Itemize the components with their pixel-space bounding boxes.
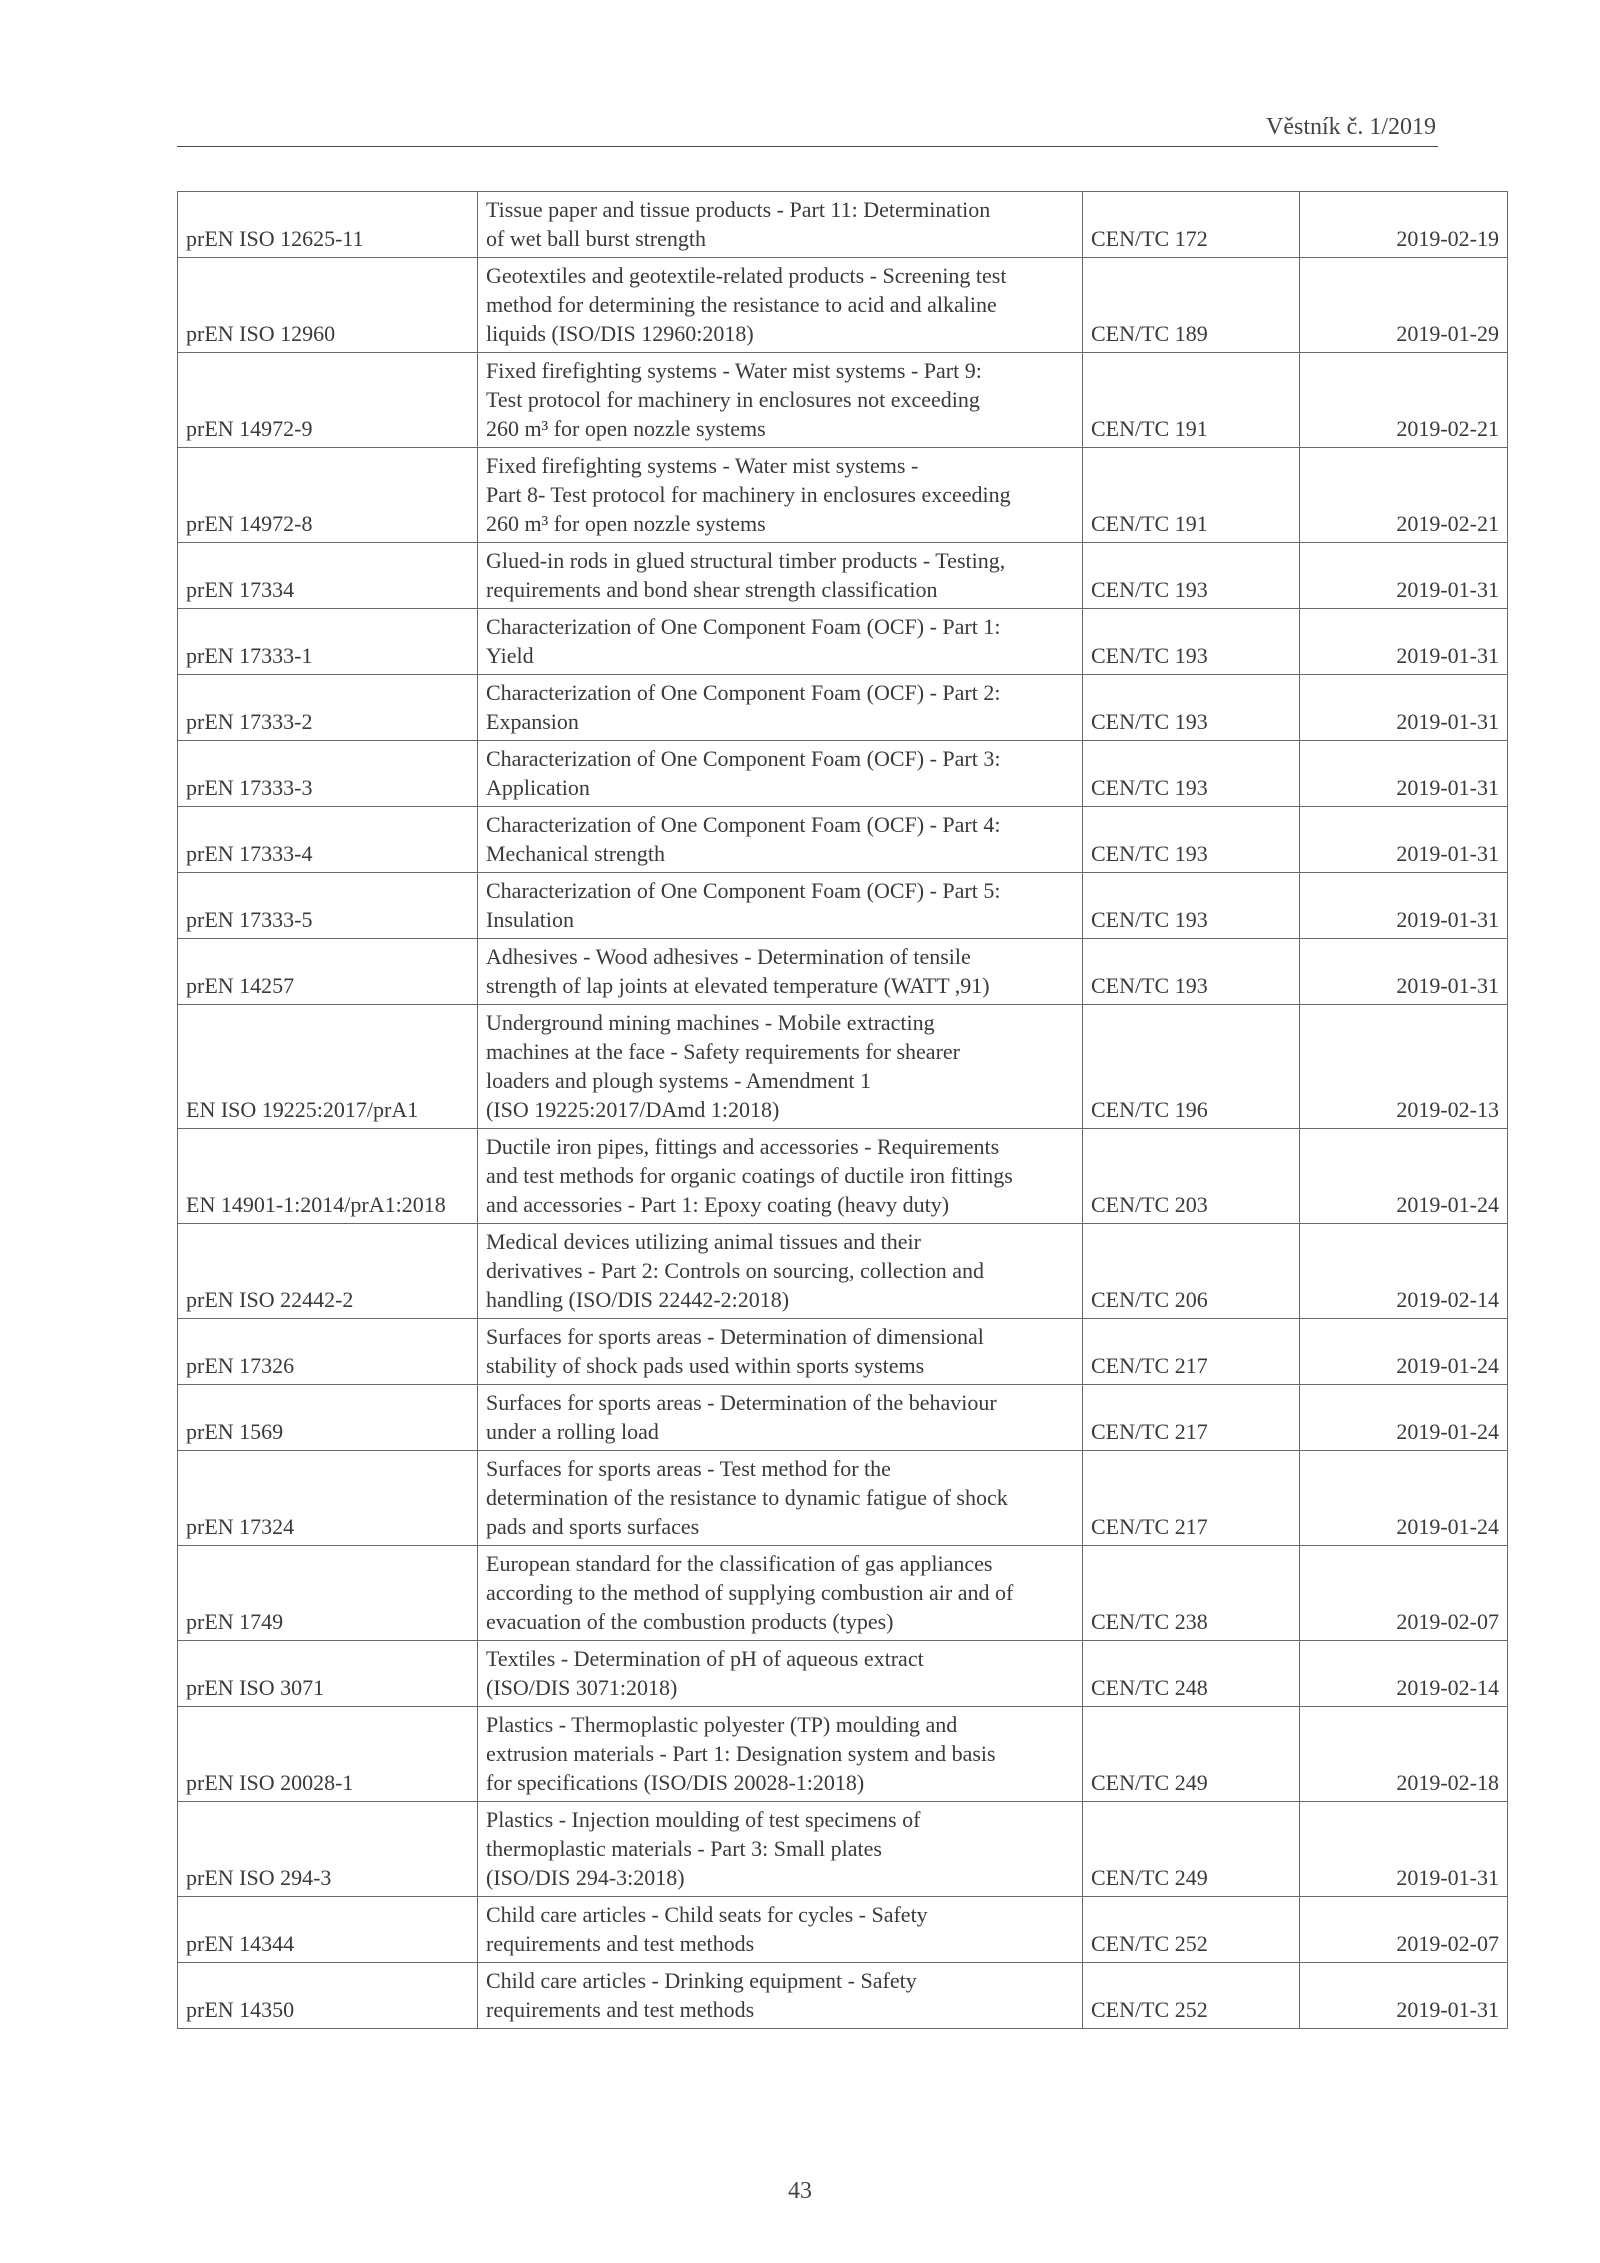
standard-title [478, 448, 1083, 543]
standard-code: prEN ISO 12625-11 [178, 192, 478, 258]
standard-title-line: Geotextiles and geotextile-related products - Screening test [486, 263, 1007, 288]
deadline-date: 2019-01-31 [1300, 609, 1508, 675]
standard-title [478, 1224, 1083, 1319]
deadline-date: 2019-02-14 [1300, 1224, 1508, 1319]
standard-code: prEN 17324 [178, 1451, 478, 1546]
technical-committee: CEN/TC 249 [1083, 1802, 1300, 1897]
standard-title-line: Tissue paper and tissue products - Part 11: Determination [486, 197, 991, 222]
page-number: 43 [788, 2178, 812, 2204]
technical-committee: CEN/TC 193 [1083, 543, 1300, 609]
standard-title [478, 1129, 1083, 1224]
standard-title-line: Characterization of One Component Foam (OCF) - Part 4: [486, 812, 1001, 837]
table-row [178, 807, 1508, 873]
technical-committee: CEN/TC 196 [1083, 1005, 1300, 1129]
deadline-date: 2019-01-31 [1300, 675, 1508, 741]
technical-committee: CEN/TC 217 [1083, 1451, 1300, 1546]
table-row [178, 1129, 1508, 1224]
standard-title-line: Medical devices utilizing animal tissues and their [486, 1229, 921, 1254]
standard-title-line: determination of the resistance to dynamic fatigue of shock [486, 1485, 1008, 1510]
table-row [178, 1897, 1508, 1963]
standard-title-line: Ductile iron pipes, fittings and accessories - Requirements [486, 1134, 1000, 1159]
table-row [178, 873, 1508, 939]
table-row [178, 939, 1508, 1005]
deadline-date: 2019-02-14 [1300, 1641, 1508, 1707]
standard-title-line: handling (ISO/DIS 22442-2:2018) [486, 1287, 790, 1312]
standard-code: prEN 17333-2 [178, 675, 478, 741]
technical-committee: CEN/TC 193 [1083, 873, 1300, 939]
standard-title-line: extrusion materials - Part 1: Designation system and basis [486, 1741, 996, 1766]
standard-title-line: Underground mining machines - Mobile extracting [486, 1010, 935, 1035]
standard-code: prEN 14350 [178, 1963, 478, 2029]
standard-title-line: Child care articles - Child seats for cycles - Safety [486, 1902, 928, 1927]
standard-title [478, 939, 1083, 1005]
technical-committee: CEN/TC 217 [1083, 1319, 1300, 1385]
standard-title [478, 741, 1083, 807]
table-row [178, 1641, 1508, 1707]
technical-committee: CEN/TC 203 [1083, 1129, 1300, 1224]
deadline-date: 2019-02-18 [1300, 1707, 1508, 1802]
standard-title-line: 260 m³ for open nozzle systems [486, 416, 766, 441]
standard-title-line: Characterization of One Component Foam (OCF) - Part 5: [486, 878, 1001, 903]
standard-title-line: and accessories - Part 1: Epoxy coating (heavy duty) [486, 1192, 950, 1217]
standard-title [478, 873, 1083, 939]
standard-title-line: liquids (ISO/DIS 12960:2018) [486, 321, 754, 346]
standard-title-line: stability of shock pads used within sports systems [486, 1353, 925, 1378]
standard-code: prEN 14972-9 [178, 353, 478, 448]
technical-committee: CEN/TC 191 [1083, 353, 1300, 448]
technical-committee: CEN/TC 252 [1083, 1897, 1300, 1963]
standard-title-line: Insulation [486, 907, 574, 932]
standard-code: prEN ISO 12960 [178, 258, 478, 353]
standard-title-line: Surfaces for sports areas - Determination of the behaviour [486, 1390, 997, 1415]
deadline-date: 2019-01-31 [1300, 1802, 1508, 1897]
technical-committee: CEN/TC 249 [1083, 1707, 1300, 1802]
standard-title-line: Part 8- Test protocol for machinery in enclosures exceeding [486, 482, 1011, 507]
standard-title-line: Textiles - Determination of pH of aqueous extract [486, 1646, 924, 1671]
technical-committee: CEN/TC 193 [1083, 675, 1300, 741]
standard-code: prEN 14257 [178, 939, 478, 1005]
standard-title [478, 1641, 1083, 1707]
table-row [178, 1005, 1508, 1129]
standard-code: prEN ISO 20028-1 [178, 1707, 478, 1802]
technical-committee: CEN/TC 193 [1083, 741, 1300, 807]
table-row [178, 675, 1508, 741]
table-row [178, 1802, 1508, 1897]
standard-title [478, 1963, 1083, 2029]
standard-title-line: Characterization of One Component Foam (OCF) - Part 2: [486, 680, 1001, 705]
standard-title-line: Plastics - Injection moulding of test specimens of [486, 1807, 921, 1832]
deadline-date: 2019-01-24 [1300, 1385, 1508, 1451]
deadline-date: 2019-01-31 [1300, 741, 1508, 807]
standard-title-line: 260 m³ for open nozzle systems [486, 511, 766, 536]
standard-title [478, 1802, 1083, 1897]
page-header [177, 108, 1438, 147]
standard-title-line: Surfaces for sports areas - Determination of dimensional [486, 1324, 984, 1349]
standard-code: prEN ISO 22442-2 [178, 1224, 478, 1319]
standards-table [177, 191, 1508, 2029]
standard-code: prEN ISO 3071 [178, 1641, 478, 1707]
standard-title-line: Fixed firefighting systems - Water mist systems - [486, 453, 919, 478]
deadline-date: 2019-02-13 [1300, 1005, 1508, 1129]
table-row [178, 741, 1508, 807]
standard-title-line: Expansion [486, 709, 579, 734]
standard-title-line: European standard for the classification of gas appliances [486, 1551, 993, 1576]
standard-title-line: Test protocol for machinery in enclosures not exceeding [486, 387, 980, 412]
standard-code: EN 14901-1:2014/prA1:2018 [178, 1129, 478, 1224]
standard-title-line: Fixed firefighting systems - Water mist systems - Part 9: [486, 358, 982, 383]
standard-title-line: machines at the face - Safety requirements for shearer [486, 1039, 960, 1064]
technical-committee: CEN/TC 248 [1083, 1641, 1300, 1707]
table-row [178, 1319, 1508, 1385]
standard-title [478, 543, 1083, 609]
technical-committee: CEN/TC 193 [1083, 807, 1300, 873]
deadline-date: 2019-01-31 [1300, 939, 1508, 1005]
standard-title-line: under a rolling load [486, 1419, 659, 1444]
technical-committee: CEN/TC 191 [1083, 448, 1300, 543]
standard-title [478, 1005, 1083, 1129]
deadline-date: 2019-01-24 [1300, 1319, 1508, 1385]
standard-title-line: method for determining the resistance to acid and alkaline [486, 292, 997, 317]
standard-title-line: (ISO 19225:2017/DAmd 1:2018) [486, 1097, 780, 1122]
technical-committee: CEN/TC 172 [1083, 192, 1300, 258]
technical-committee: CEN/TC 206 [1083, 1224, 1300, 1319]
standard-title [478, 1451, 1083, 1546]
standard-title-line: requirements and test methods [486, 1931, 755, 1956]
standard-title [478, 258, 1083, 353]
standard-title-line: pads and sports surfaces [486, 1514, 700, 1539]
standard-title-line: Adhesives - Wood adhesives - Determination of tensile [486, 944, 971, 969]
standard-title [478, 807, 1083, 873]
table-row [178, 609, 1508, 675]
deadline-date: 2019-02-21 [1300, 353, 1508, 448]
deadline-date: 2019-02-07 [1300, 1546, 1508, 1641]
deadline-date: 2019-02-21 [1300, 448, 1508, 543]
standard-title-line: thermoplastic materials - Part 3: Small plates [486, 1836, 882, 1861]
standard-code: prEN 1569 [178, 1385, 478, 1451]
standard-code: prEN 17333-3 [178, 741, 478, 807]
standard-title [478, 192, 1083, 258]
deadline-date: 2019-01-24 [1300, 1451, 1508, 1546]
standard-title-line: according to the method of supplying combustion air and of [486, 1580, 1014, 1605]
table-row [178, 1546, 1508, 1641]
standard-title [478, 1707, 1083, 1802]
standard-title-line: Characterization of One Component Foam (OCF) - Part 3: [486, 746, 1001, 771]
standard-title [478, 1319, 1083, 1385]
standard-code: prEN 14972-8 [178, 448, 478, 543]
standard-title-line: derivatives - Part 2: Controls on sourcing, collection and [486, 1258, 984, 1283]
standard-title-line: strength of lap joints at elevated temperature (WATT ,91) [486, 973, 990, 998]
standard-title [478, 675, 1083, 741]
table-row [178, 543, 1508, 609]
standard-title-line: Yield [486, 643, 534, 668]
deadline-date: 2019-02-19 [1300, 192, 1508, 258]
table-row [178, 258, 1508, 353]
technical-committee: CEN/TC 252 [1083, 1963, 1300, 2029]
standard-title-line: Mechanical strength [486, 841, 665, 866]
standard-title [478, 1897, 1083, 1963]
standard-title-line: evacuation of the combustion products (types) [486, 1609, 894, 1634]
standard-title-line: Application [486, 775, 590, 800]
standard-title-line: (ISO/DIS 3071:2018) [486, 1675, 678, 1700]
standard-title-line: Plastics - Thermoplastic polyester (TP) moulding and [486, 1712, 958, 1737]
standard-title-line: (ISO/DIS 294-3:2018) [486, 1865, 685, 1890]
table-row [178, 1707, 1508, 1802]
standard-title-line: Characterization of One Component Foam (OCF) - Part 1: [486, 614, 1001, 639]
standard-code: prEN 17333-4 [178, 807, 478, 873]
standard-code: prEN 17333-1 [178, 609, 478, 675]
standard-title-line: for specifications (ISO/DIS 20028-1:2018) [486, 1770, 865, 1795]
standard-title-line: requirements and test methods [486, 1997, 755, 2022]
table-row [178, 192, 1508, 258]
standard-code: EN ISO 19225:2017/prA1 [178, 1005, 478, 1129]
standard-code: prEN ISO 294-3 [178, 1802, 478, 1897]
deadline-date: 2019-01-24 [1300, 1129, 1508, 1224]
standard-code: prEN 14344 [178, 1897, 478, 1963]
standard-title [478, 353, 1083, 448]
standard-title [478, 1385, 1083, 1451]
standard-title [478, 609, 1083, 675]
deadline-date: 2019-01-29 [1300, 258, 1508, 353]
standard-title [478, 1546, 1083, 1641]
standard-title-line: Surfaces for sports areas - Test method for the [486, 1456, 891, 1481]
standard-code: prEN 17326 [178, 1319, 478, 1385]
standard-title-line: and test methods for organic coatings of ductile iron fittings [486, 1163, 1013, 1188]
standard-title-line: Glued-in rods in glued structural timber products - Testing, [486, 548, 1006, 573]
standard-title-line: requirements and bond shear strength classification [486, 577, 938, 602]
table-row [178, 1224, 1508, 1319]
table-row [178, 1451, 1508, 1546]
standard-code: prEN 17334 [178, 543, 478, 609]
standard-code: prEN 17333-5 [178, 873, 478, 939]
table-row [178, 1385, 1508, 1451]
technical-committee: CEN/TC 193 [1083, 939, 1300, 1005]
standard-title-line: loaders and plough systems - Amendment 1 [486, 1068, 871, 1093]
technical-committee: CEN/TC 217 [1083, 1385, 1300, 1451]
table-row [178, 353, 1508, 448]
table-row [178, 1963, 1508, 2029]
technical-committee: CEN/TC 238 [1083, 1546, 1300, 1641]
technical-committee: CEN/TC 193 [1083, 609, 1300, 675]
journal-title: Věstník č. 1/2019 [1266, 114, 1436, 140]
standard-title-line: of wet ball burst strength [486, 226, 706, 251]
standard-code: prEN 1749 [178, 1546, 478, 1641]
standards-table-body [178, 192, 1508, 2029]
technical-committee: CEN/TC 189 [1083, 258, 1300, 353]
deadline-date: 2019-02-07 [1300, 1897, 1508, 1963]
deadline-date: 2019-01-31 [1300, 543, 1508, 609]
deadline-date: 2019-01-31 [1300, 1963, 1508, 2029]
deadline-date: 2019-01-31 [1300, 873, 1508, 939]
standard-title-line: Child care articles - Drinking equipment - Safety [486, 1968, 917, 1993]
table-row [178, 448, 1508, 543]
deadline-date: 2019-01-31 [1300, 807, 1508, 873]
